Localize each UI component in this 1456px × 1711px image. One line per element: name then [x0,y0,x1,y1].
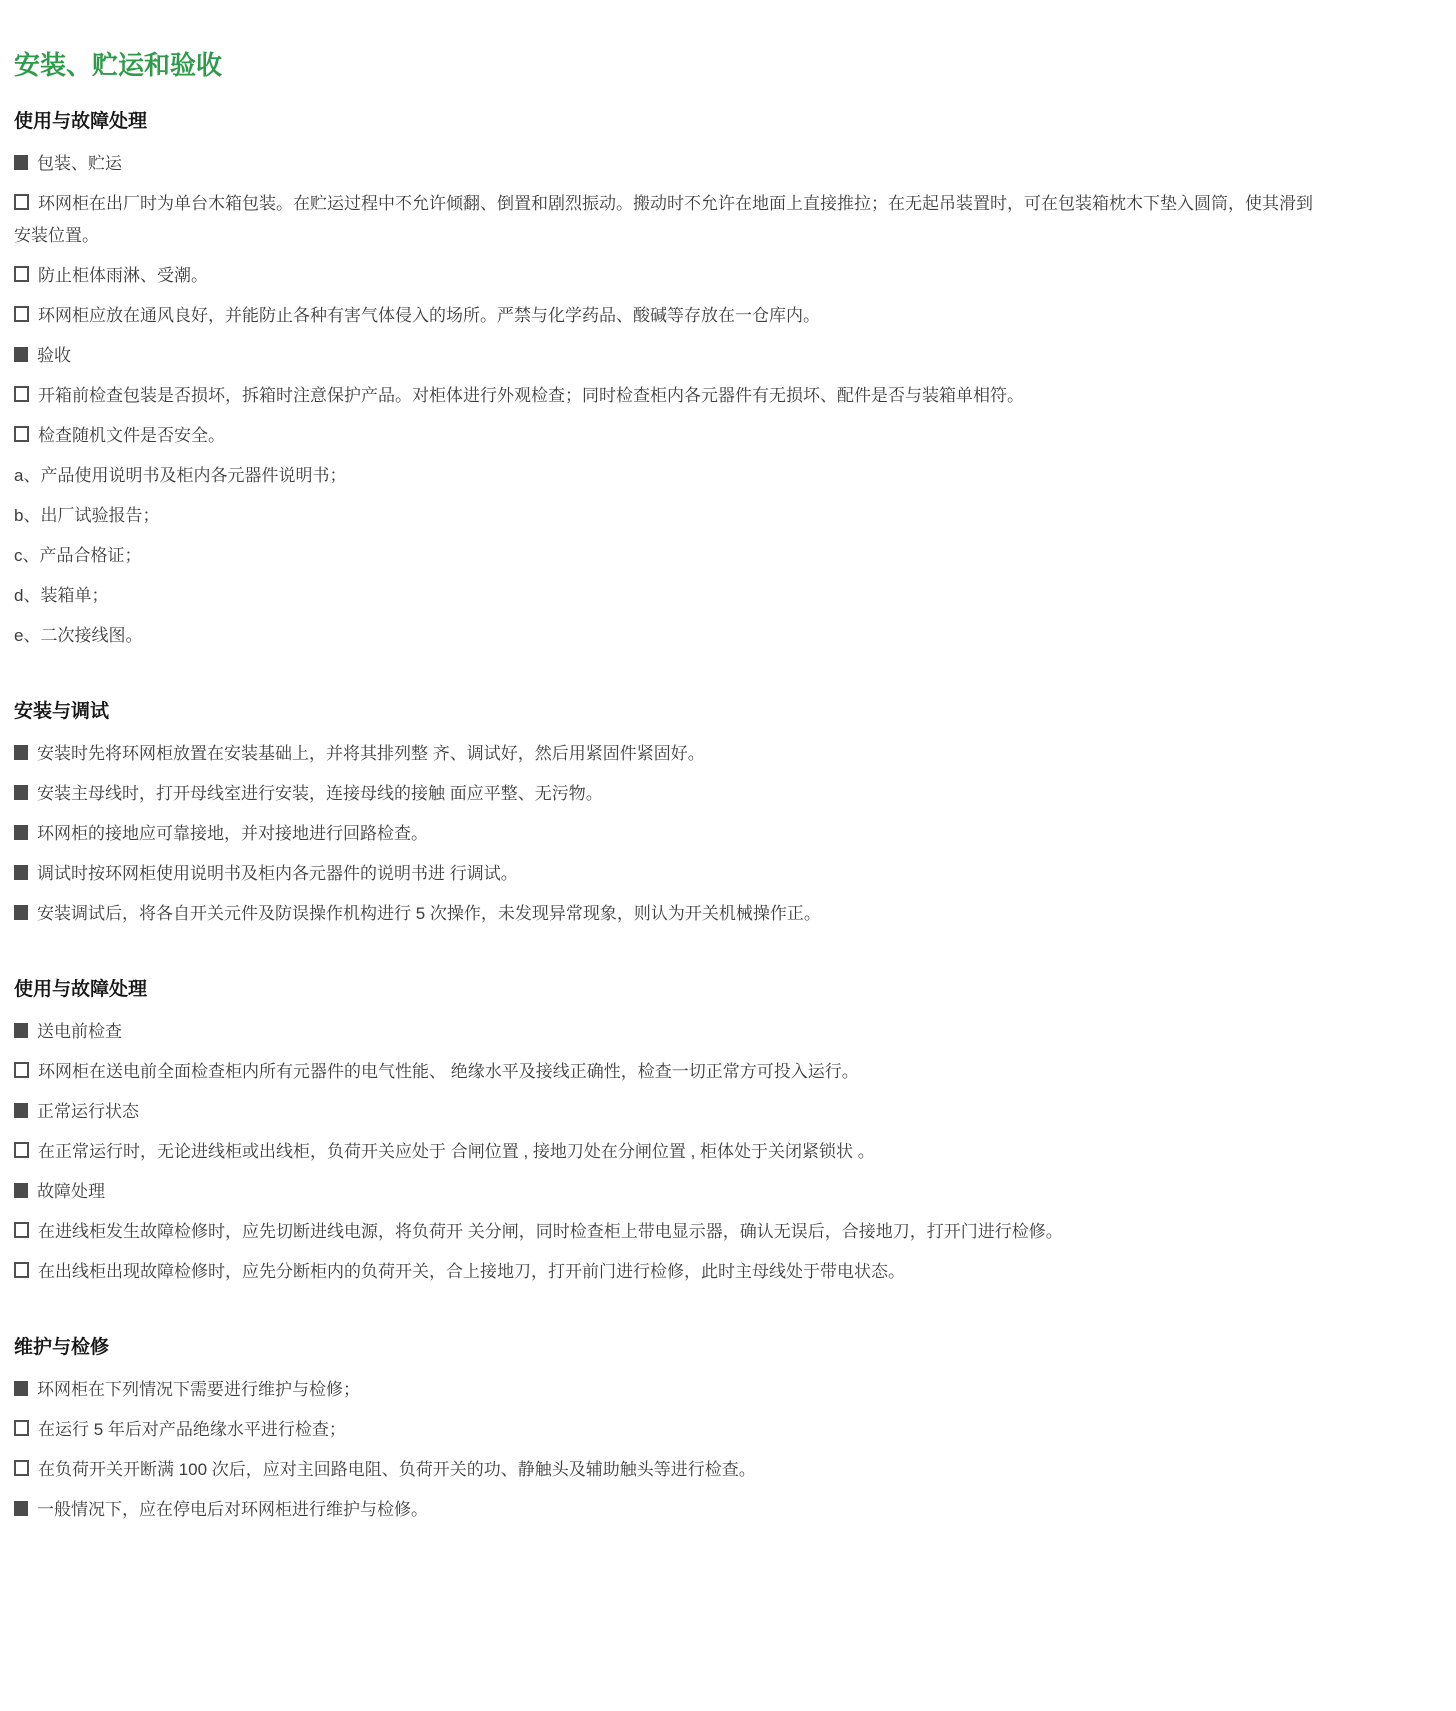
filled-square-icon [14,825,28,840]
list-item [14,858,1314,890]
list-item-text: 正常运行状态 [37,1102,139,1121]
outline-square-icon [14,1262,29,1278]
list-item-text: 故障处理 [37,1182,105,1201]
list-item-text: b、出厂试验报告； [14,506,160,525]
filled-square-icon [14,1183,28,1198]
list-item [14,580,1314,612]
list-item-text: 环网柜在送电前全面检查柜内所有元器件的电气性能、 绝缘水平及接线正确性，检查一切正常方可投入运行。 [38,1062,859,1081]
list-item-text: 在出线柜出现故障检修时，应先分断柜内的负荷开关，合上接地刀，打开前门进行检修，此时主母线处于带电状态。 [38,1262,905,1281]
list-item [14,1056,1314,1088]
list-item-text: 在正常运行时，无论进线柜或出线柜，负荷开关应处于 合闸位置 , 接地刀处在分闸位置 , 柜体处于关闭紧锁状 。 [38,1142,875,1161]
list-item-text: 验收 [37,346,71,365]
list-item-text: 安装时先将环网柜放置在安装基础上，并将其排列整 齐、调试好，然后用紧固件紧固好。 [37,744,705,763]
list-item-text: 环网柜的接地应可靠接地，并对接地进行回路检查。 [37,824,428,843]
page-title: 安装、贮运和验收 [14,50,223,80]
list-item [14,1374,1314,1406]
filled-square-icon [14,905,28,920]
list-item [14,620,1314,652]
outline-square-icon [14,386,29,402]
outline-square-icon [14,1420,29,1436]
filled-square-icon [14,155,28,170]
outline-square-icon [14,1062,29,1078]
list-item [14,1096,1314,1128]
document-body [14,108,1416,1526]
outline-square-icon [14,194,29,210]
list-item [14,260,1314,292]
list-item [14,460,1314,492]
list-item-text: 包装、贮运 [37,154,122,173]
list-item [14,1176,1314,1208]
list-item [14,188,1314,252]
outline-square-icon [14,306,29,322]
outline-square-icon [14,266,29,282]
list-item-text: 开箱前检查包装是否损坏，拆箱时注意保护产品。对柜体进行外观检查；同时检查柜内各元器件有无损坏、配件是否与装箱单相符。 [38,386,1024,405]
outline-square-icon [14,1460,29,1476]
list-item-text: 送电前检查 [37,1022,122,1041]
list-item-text: 检查随机文件是否安全。 [38,426,225,445]
filled-square-icon [14,347,28,362]
list-item [14,1454,1314,1486]
list-item [14,818,1314,850]
list-item-text: 环网柜在出厂时为单台木箱包装。在贮运过程中不允许倾翻、倒置和剧烈振动。搬动时不允许在地面上直接推拉；在无起吊装置时，可在包装箱枕木下垫入圆筒，使其滑到安装位置。 [14,194,1313,245]
filled-square-icon [14,785,28,800]
list-item-text: 在运行 5 年后对产品绝缘水平进行检查； [38,1420,346,1439]
section-heading: 使用与故障处理 [14,979,148,1000]
list-item [14,1216,1314,1248]
list-item [14,540,1314,572]
list-item-text: 环网柜在下列情况下需要进行维护与检修； [37,1380,360,1399]
list-item-text: 在进线柜发生故障检修时，应先切断进线电源，将负荷开 关分闸，同时检查柜上带电显示器，确认无误后，合接地刀，打开门进行检修。 [38,1222,1063,1241]
filled-square-icon [14,1501,28,1516]
filled-square-icon [14,1381,28,1396]
filled-square-icon [14,865,28,880]
outline-square-icon [14,426,29,442]
list-item-text: 一般情况下，应在停电后对环网柜进行维护与检修。 [37,1500,428,1519]
list-item-text: 调试时按环网柜使用说明书及柜内各元器件的说明书进 行调试。 [37,864,518,883]
section-heading: 维护与检修 [14,1337,110,1358]
list-item-text: c、产品合格证； [14,546,142,565]
list-item-text: 在负荷开关开断满 100 次后，应对主回路电阻、负荷开关的功、静触头及辅助触头等进行检查。 [38,1460,756,1479]
list-item [14,1494,1314,1526]
list-item [14,778,1314,810]
list-item-text: 安装主母线时，打开母线室进行安装，连接母线的接触 面应平整、无污物。 [37,784,603,803]
outline-square-icon [14,1142,29,1158]
list-item [14,340,1314,372]
list-item-text: 环网柜应放在通风良好，并能防止各种有害气体侵入的场所。严禁与化学药品、酸碱等存放在一仓库内。 [38,306,820,325]
filled-square-icon [14,1103,28,1118]
list-item [14,500,1314,532]
list-item-text: 防止柜体雨淋、受潮。 [38,266,208,285]
list-item [14,1016,1314,1048]
list-item [14,738,1314,770]
list-item-text: 安装调试后，将各自开关元件及防误操作机构进行 5 次操作，未发现异常现象，则认为开关机械操作正。 [37,904,821,923]
section-heading: 使用与故障处理 [14,111,148,132]
section-heading: 安装与调试 [14,701,110,722]
filled-square-icon [14,745,28,760]
outline-square-icon [14,1222,29,1238]
list-item-text: e、二次接线图。 [14,626,143,645]
list-item-text: a、产品使用说明书及柜内各元器件说明书； [14,466,347,485]
list-item [14,380,1314,412]
list-item [14,1136,1314,1168]
list-item [14,1256,1314,1288]
list-item [14,898,1314,930]
list-item [14,148,1314,180]
list-item-text: d、装箱单； [14,586,109,605]
list-item [14,1414,1314,1446]
filled-square-icon [14,1023,28,1038]
list-item [14,420,1314,452]
list-item [14,300,1314,332]
